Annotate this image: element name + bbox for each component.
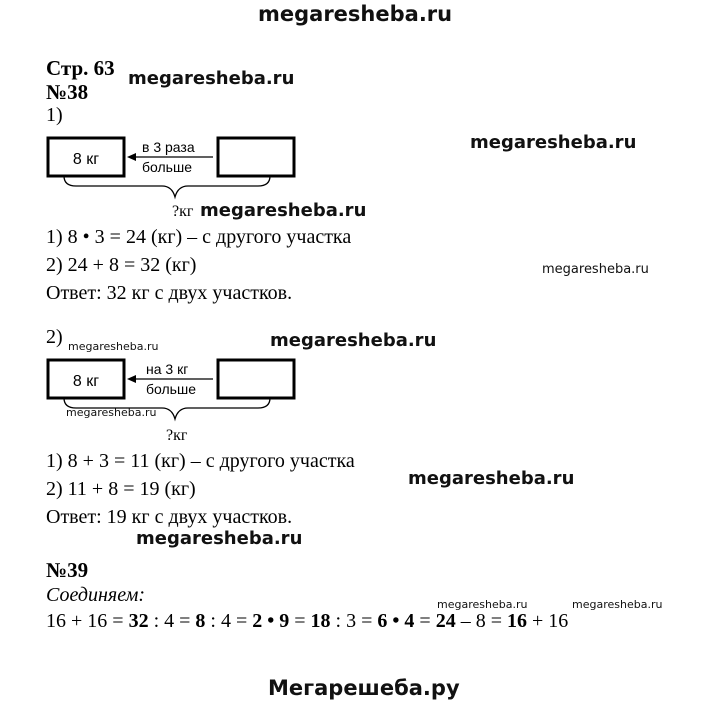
part2-label: 2) [46,326,63,348]
part2-step1: 1) 8 + 3 = 11 (кг) – с другого участка [46,450,355,472]
chain-segment: = [414,610,436,632]
part2-answer: Ответ: 19 кг с двух участков. [46,506,293,528]
part1-step2: 2) 24 + 8 = 32 (кг) [46,254,197,276]
task39-subtitle: Соединяем: [46,584,145,606]
task-number-39: №39 [46,558,89,582]
chain-segment: + 16 [526,610,569,632]
part1-arrow-head [127,153,136,161]
watermark: megaresheba.ru [270,330,437,351]
part1-arrow-bottom: больше [142,159,192,175]
chain-segment: 18 [310,610,331,632]
part1-answer: Ответ: 32 кг с двух участков. [46,282,293,304]
chain-segment: 8 [195,610,206,632]
chain-segment: – 8 = [455,610,507,632]
part1-step1: 1) 8 • 3 = 24 (кг) – с другого участка [46,226,352,248]
chain-segment: 32 [128,610,149,632]
part2-box-value: 8 кг [72,373,100,390]
watermark: megaresheba.ru [68,340,159,353]
chain-segment: : 3 = [330,610,378,632]
watermark: megaresheba.ru [470,132,637,153]
part2-right-box [218,360,294,398]
chain-segment: = [289,610,311,632]
part1-label: 1) [46,104,63,126]
watermark: megaresheba.ru [66,406,157,419]
part1-box-value: 8 кг [72,151,100,168]
watermark: megaresheba.ru [128,68,295,89]
watermark: megaresheba.ru [572,598,663,611]
watermark-bottom: Мегарешеба.ру [268,676,460,700]
part2-step2: 2) 11 + 8 = 19 (кг) [46,478,196,500]
part1-right-box [218,138,294,176]
part2-arrow-bottom: больше [146,381,196,397]
chain-segment: 24 [435,610,456,632]
part2-brace [64,398,270,419]
chain-segment: 16 + 16 = [46,610,129,632]
part2-arrow-top: на 3 кг [146,361,189,377]
part1-brace-label: ?кг [172,203,194,220]
chain-segment: 6 • 4 [377,610,415,632]
task-number-38: №38 [46,80,89,104]
chain-segment: : 4 = [148,610,196,632]
chain-segment: 16 [506,610,527,632]
chain-segment: 2 • 9 [252,610,290,632]
task39-chain [46,610,568,633]
page-number: Стр. 63 [46,56,115,80]
part2-arrow-head [127,375,136,383]
part1-arrow-top: в 3 раза [142,139,195,155]
watermark-top: megaresheba.ru [258,2,453,26]
part1-brace [64,176,270,197]
watermark: megaresheba.ru [542,262,649,277]
part2-brace-label: ?кг [166,427,188,444]
watermark: megaresheba.ru [408,468,575,489]
watermark: megaresheba.ru [200,200,367,221]
chain-segment: : 4 = [205,610,253,632]
watermark: megaresheba.ru [437,598,528,611]
watermark: megaresheba.ru [136,528,303,549]
